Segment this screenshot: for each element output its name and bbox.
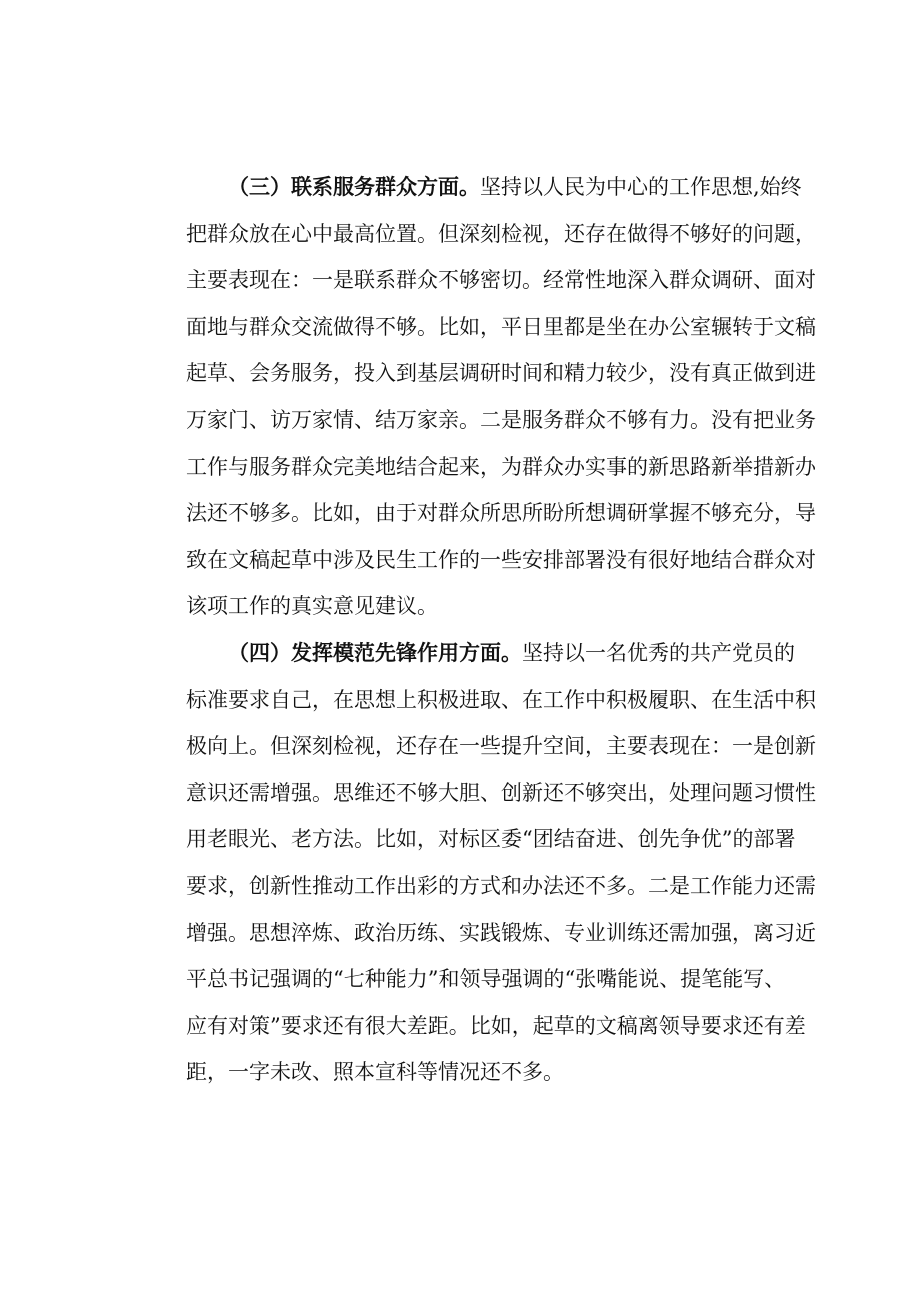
- paragraph-section-3: [144, 164, 820, 630]
- body-line: 把群众放在心中最高位置。但深刻检视，还存在做得不够好的问题，: [186, 221, 816, 246]
- paragraph-first-line: [144, 164, 820, 211]
- body-line: 平总书记强调的“七种能力”和领导强调的“张嘴能说、提笔能写、: [186, 967, 786, 992]
- body-line: 主要表现在：一是联系群众不够密切。经常性地深入群众调研、面对: [186, 268, 816, 293]
- body-text: 坚持以人民为中心的工作思想,始终: [480, 175, 802, 199]
- body-line: 万家门、访万家情、结万家亲。二是服务群众不够有力。没有把业务: [186, 407, 816, 432]
- paragraph-section-4: [144, 630, 820, 1096]
- body-line: 面地与群众交流做得不够。比如，平日里都是坐在办公室辗转于文稿: [186, 314, 816, 339]
- paragraph-first-line: [144, 630, 820, 677]
- body-line: 该项工作的真实意见建议。: [186, 594, 438, 619]
- body-line: 工作与服务群众完美地结合起来，为群众办实事的新思路新举措新办: [186, 454, 816, 479]
- body-text: 坚持以一名优秀的共产党员的: [522, 640, 795, 665]
- body-line: 标准要求自己，在思想上积极进取、在工作中积极履职、在生活中积: [186, 687, 816, 712]
- body-line: 起草、会务服务，投入到基层调研时间和精力较少，没有真正做到进: [186, 361, 816, 386]
- document-body: [144, 164, 820, 1096]
- section-heading: （四）发挥模范先锋作用方面。: [228, 640, 522, 665]
- body-line: 要求，创新性推动工作出彩的方式和办法还不多。二是工作能力还需: [186, 873, 816, 898]
- body-line: 应有对策”要求还有很大差距。比如，起草的文稿离领导要求还有差: [186, 1013, 806, 1038]
- body-line: 意识还需增强。思维还不够大胆、创新还不够突出，处理问题习惯性: [186, 780, 816, 805]
- body-line: 法还不够多。比如，由于对群众所思所盼所想调研掌握不够充分，导: [186, 501, 816, 526]
- section-heading: （三）联系服务群众方面。: [228, 175, 480, 199]
- body-line: 距，一字未改、照本宣科等情况还不多。: [186, 1060, 564, 1085]
- body-line: 致在文稿起草中涉及民生工作的一些安排部署没有很好地结合群众对: [186, 547, 816, 572]
- body-line: 用老眼光、老方法。比如，对标区委“团结奋进、创先争优”的部署: [186, 827, 796, 852]
- body-line: 增强。思想淬炼、政治历练、实践锻炼、专业训练还需加强，离习近: [186, 920, 816, 945]
- body-line: 极向上。但深刻检视，还存在一些提升空间，主要表现在：一是创新: [186, 734, 816, 759]
